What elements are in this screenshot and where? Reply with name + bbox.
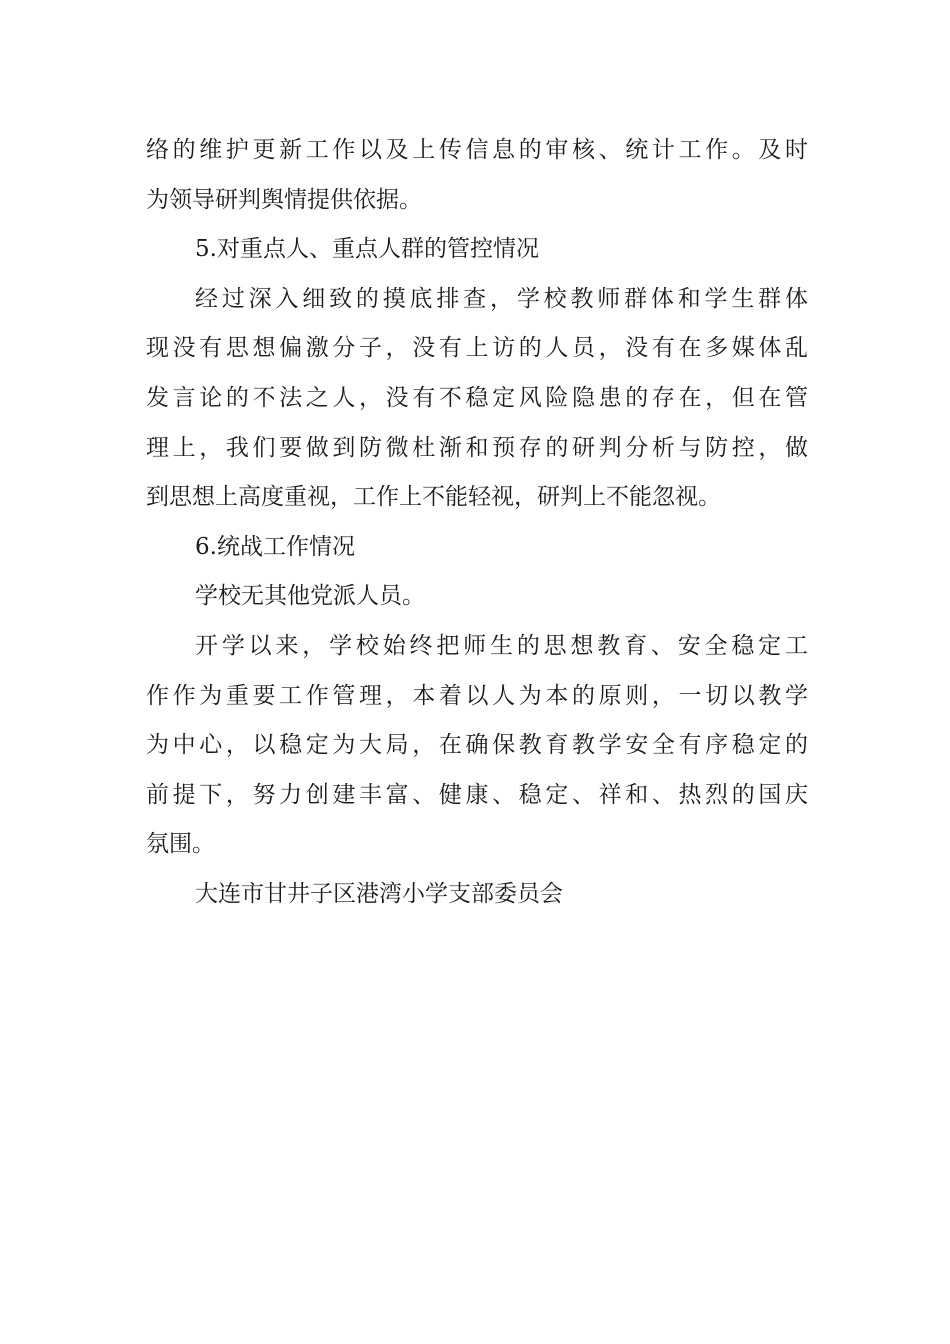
paragraph-line: 发言论的不法之人，没有不稳定风险隐患的存在，但在管 [146, 384, 808, 411]
document-body [146, 126, 808, 920]
section-heading: 6.统战工作情况 [195, 533, 355, 560]
paragraph-line: 经过深入细致的摸底排查，学校教师群体和学生群体 [195, 285, 808, 312]
paragraph-line: 到思想上高度重视，工作上不能轻视，研判上不能忽视。 [146, 484, 721, 511]
paragraph-line: 开学以来，学校始终把师生的思想教育、安全稳定工 [195, 632, 808, 659]
paragraph-line: 现没有思想偏激分子，没有上访的人员，没有在多媒体乱 [146, 335, 808, 362]
paragraph-line: 作作为重要工作管理，本着以人为本的原则，一切以教学 [146, 682, 808, 709]
paragraph-line: 为领导研判舆情提供依据。 [146, 186, 422, 213]
signature-organization: 大连市甘井子区港湾小学支部委员会 [195, 880, 563, 907]
paragraph-line: 氛围。 [146, 831, 215, 858]
paragraph-line: 学校无其他党派人员。 [195, 583, 425, 610]
paragraph-line: 前提下，努力创建丰富、健康、稳定、祥和、热烈的国庆 [146, 781, 808, 808]
paragraph-line: 理上，我们要做到防微杜渐和预存的研判分析与防控，做 [146, 434, 808, 461]
paragraph-line: 为中心，以稳定为大局，在确保教育教学安全有序稳定的 [146, 732, 808, 759]
paragraph-line: 络的维护更新工作以及上传信息的审核、统计工作。及时 [146, 137, 808, 163]
section-heading: 5.对重点人、重点人群的管控情况 [195, 236, 539, 263]
